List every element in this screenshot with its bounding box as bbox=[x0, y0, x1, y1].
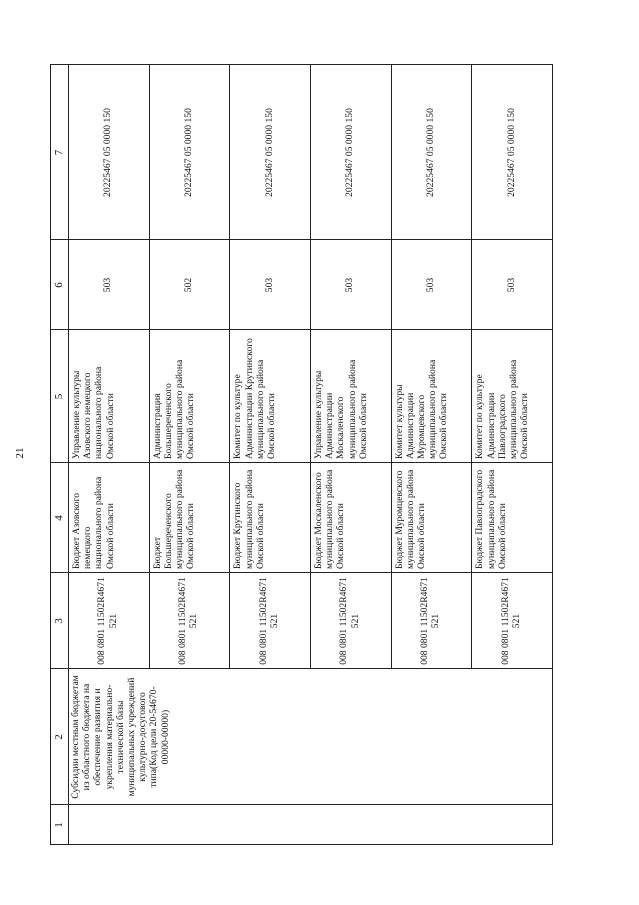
header-col-1: 1 bbox=[53, 822, 65, 828]
column-divider bbox=[50, 668, 552, 669]
header-col-5: 5 bbox=[53, 393, 65, 400]
row-divider bbox=[391, 65, 392, 669]
column-divider bbox=[50, 804, 552, 805]
page-number: 21 bbox=[14, 447, 26, 459]
cell-budget: Бюджет Москаленского муниципального района Омской области bbox=[313, 469, 347, 569]
cell-income-code: 20225467 05 0000 150 bbox=[425, 108, 436, 197]
header-col-4: 4 bbox=[53, 515, 65, 521]
cell-income-code: 20225467 05 0000 150 bbox=[344, 108, 356, 197]
cell-administrator: Администрация Большереченского муниципального района Омской области bbox=[151, 359, 197, 459]
cell-code: 008 0801 11502R4671 521 bbox=[338, 577, 361, 665]
row-divider bbox=[229, 65, 230, 669]
cell-section: 503 bbox=[505, 277, 517, 293]
cell-budget: Бюджет Большереченского муниципального района Омской области bbox=[151, 469, 197, 569]
group-label-cell: Субсидии местным бюджетам из областного бюджета на обеспечение развития и укрепления материально-технической базы муниципальных учреждений культурно-досугового типа(Код цели 20-54670-00000-00000) bbox=[70, 675, 171, 799]
cell-section: 503 bbox=[344, 277, 356, 293]
header-col-3: 3 bbox=[53, 618, 65, 624]
cell-budget: Бюджет Крутинского муниципального района Омской области bbox=[232, 469, 266, 569]
cell-section: 503 bbox=[263, 277, 275, 293]
column-divider bbox=[50, 572, 552, 573]
cell-code: 008 0801 11502R4671 521 bbox=[257, 577, 280, 665]
cell-section: 503 bbox=[102, 277, 114, 293]
header-col-7: 7 bbox=[53, 149, 65, 156]
cell-budget: Бюджет Азовского немецкого национального района Омской области bbox=[71, 476, 116, 569]
cell-income-code: 20225467 05 0000 150 bbox=[263, 108, 275, 197]
cell-code: 008 0801 11502R4671 521 bbox=[177, 577, 200, 665]
row-divider bbox=[310, 65, 311, 669]
cell-code: 008 0801 11502R4671 521 bbox=[419, 577, 442, 665]
column-divider bbox=[50, 462, 552, 463]
cell-budget: Бюджет Муромцевского муниципального района Омской области bbox=[393, 469, 428, 569]
row-divider bbox=[149, 65, 150, 669]
header-col-2: 2 bbox=[53, 734, 65, 740]
budget-table bbox=[50, 65, 552, 845]
cell-code: 008 0801 11502R4671 521 bbox=[96, 577, 119, 665]
cell-budget: Бюджет Павлоградского муниципального района Омской области bbox=[474, 469, 508, 569]
column-divider bbox=[50, 239, 552, 240]
cell-code: 008 0801 11502R4671 521 bbox=[499, 577, 522, 665]
cell-income-code: 20225467 05 0000 150 bbox=[102, 108, 114, 197]
cell-administrator: Комитет по культуре Администрации Павлоградского муниципального района Омской области bbox=[474, 359, 531, 459]
cell-administrator: Управление культуры Азовского немецкого национального района Омской области bbox=[71, 366, 116, 459]
table-header-row bbox=[50, 65, 69, 845]
column-divider bbox=[50, 329, 552, 330]
cell-section: 503 bbox=[425, 277, 436, 293]
cell-income-code: 20225467 05 0000 150 bbox=[505, 108, 517, 197]
header-col-6: 6 bbox=[53, 282, 65, 288]
cell-administrator: Управление культуры Администрации Москаленского муниципального района Омской области bbox=[313, 359, 369, 459]
cell-income-code: 20225467 05 0000 150 bbox=[183, 108, 194, 197]
cell-administrator: Комитет по культуре Администрации Крутинского муниципального района Омской области bbox=[232, 338, 277, 459]
cell-administrator: Комитет культуры Администрации Муромцевского муниципального района Омской области bbox=[393, 359, 450, 459]
table-container bbox=[50, 65, 552, 845]
cell-section: 502 bbox=[183, 277, 194, 293]
row-divider bbox=[471, 65, 472, 669]
